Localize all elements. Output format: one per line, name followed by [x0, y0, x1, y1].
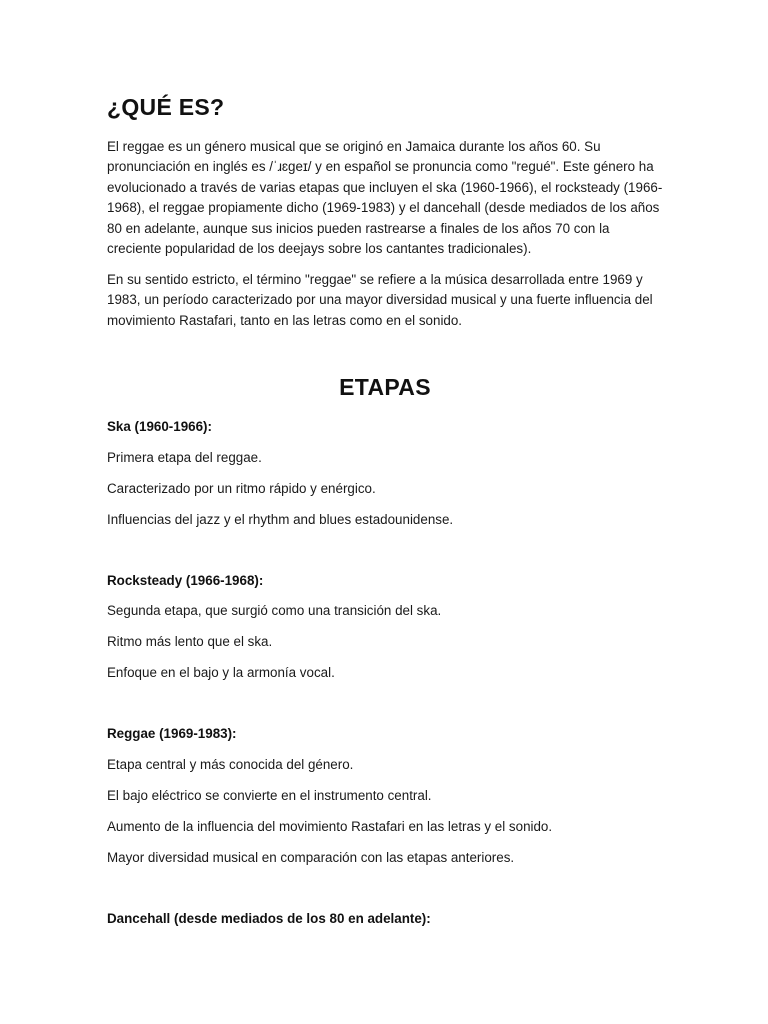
- stage-heading-dancehall: Dancehall (desde mediados de los 80 en adelante):: [107, 911, 431, 926]
- section-title-que-es: ¿QUÉ ES?: [107, 94, 225, 120]
- stage-point: Aumento de la influencia del movimiento Rastafari en las letras y el sonido.: [107, 819, 553, 834]
- stage-point: Primera etapa del reggae.: [107, 450, 262, 465]
- stage-point: Influencias del jazz y el rhythm and blues estadounidense.: [107, 512, 454, 527]
- intro-paragraph-2: En su sentido estricto, el término "reggae" se refiere a la música desarrollada entre 1969 y 1983, un período caracterizado por una mayor diversidad musical y una fuerte influencia del movimiento Rastafari, tanto en las letras como en el sonido.: [107, 272, 653, 328]
- stage-point: El bajo eléctrico se convierte en el instrumento central.: [107, 788, 432, 803]
- stage-point: Mayor diversidad musical en comparación con las etapas anteriores.: [107, 850, 515, 865]
- intro-paragraph-1: El reggae es un género musical que se originó en Jamaica durante los años 60. Su pronunciación en inglés es /ˈɹɛɡeɪ/ y en español se pronuncia como "regué". Este género ha evolucionado a través de varias etapas que incluyen el ska (1960-1966), el rocksteady (1966-1968), el reggae propiamente dicho (1969-1983) y el dancehall (desde mediados de los años 80 en adelante, aunque sus inicios pueden rastrearse a finales de los años 70 con la creciente popularidad de los deejays sobre los cantantes tradicionales).: [107, 139, 663, 257]
- stage-point: Enfoque en el bajo y la armonía vocal.: [107, 665, 335, 680]
- stage-heading-rocksteady: Rocksteady (1966-1968):: [107, 573, 264, 588]
- stage-point: Etapa central y más conocida del género.: [107, 757, 354, 772]
- stage-heading-ska: Ska (1960-1966):: [107, 419, 212, 434]
- stage-point: Ritmo más lento que el ska.: [107, 634, 273, 649]
- stage-heading-reggae: Reggae (1969-1983):: [107, 726, 237, 741]
- stage-point: Segunda etapa, que surgió como una transición del ska.: [107, 603, 442, 618]
- section-title-etapas: ETAPAS: [339, 374, 431, 400]
- stage-point: Caracterizado por un ritmo rápido y enérgico.: [107, 481, 376, 496]
